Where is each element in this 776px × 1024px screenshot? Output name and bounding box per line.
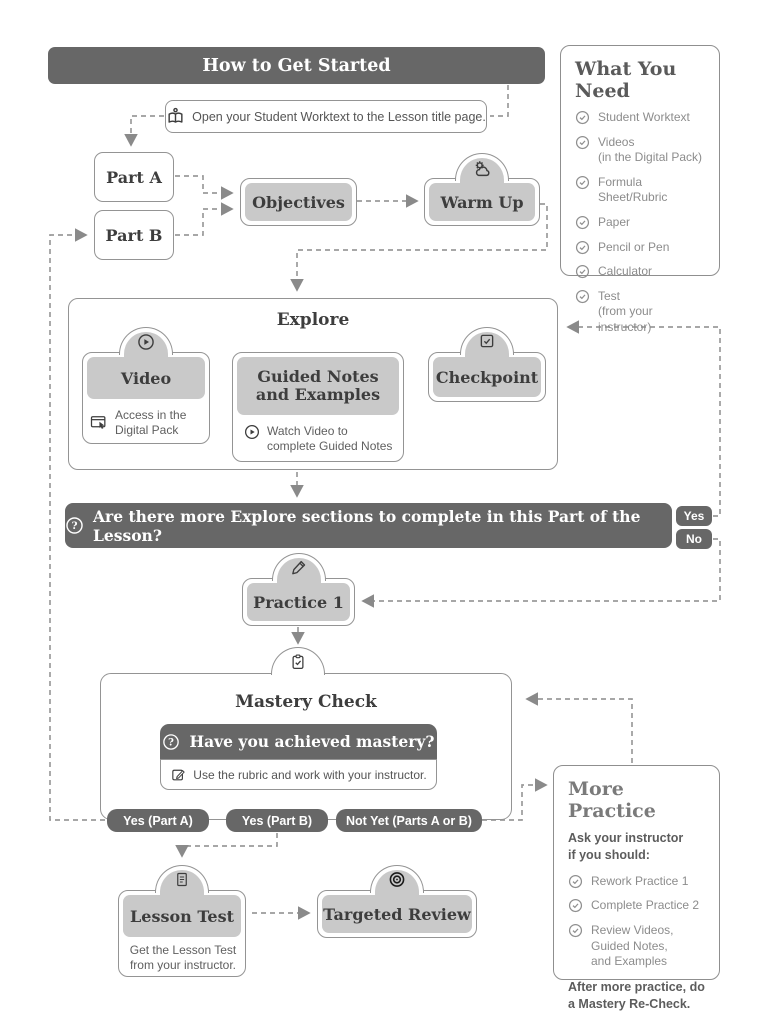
explore-question-text: Are there more Explore sections to complete in this Part of the Lesson? <box>93 506 641 545</box>
outro-line2: a Mastery Re-Check. <box>568 996 691 1011</box>
list-item <box>575 110 707 126</box>
intro-line1: Ask your instructor <box>568 831 684 845</box>
what-you-need-panel <box>560 45 720 334</box>
list-item <box>568 874 707 890</box>
svg-text:?: ? <box>168 736 175 748</box>
part-b-box <box>94 210 174 260</box>
checkbox-icon <box>478 332 496 350</box>
checkpoint-label: Checkpoint <box>435 367 539 387</box>
mastery-check-tab <box>271 647 325 675</box>
intro-line2: if you should: <box>568 847 650 862</box>
practice1-box <box>242 578 355 626</box>
document-icon <box>174 870 191 889</box>
item-label: Pencil or Pen <box>598 239 670 254</box>
practice1-label: Practice 1 <box>253 592 344 612</box>
lesson-test-note-line1: Get the Lesson Test <box>129 943 237 957</box>
more-practice-title: More Practice <box>568 778 656 822</box>
check-circle-icon <box>575 215 590 230</box>
lesson-test-note <box>125 943 241 973</box>
page-title: How to Get Started <box>202 55 391 76</box>
browser-cursor-icon <box>89 413 109 433</box>
play-circle-icon <box>136 332 156 352</box>
part-a-box <box>94 152 174 202</box>
warm-up-box <box>424 178 540 226</box>
more-practice-intro <box>568 830 707 864</box>
explore-title: Explore <box>276 310 350 330</box>
yes-part-b-pill[interactable] <box>226 809 328 832</box>
more-practice-outro <box>568 979 707 1013</box>
not-yet-label: Not Yet (Parts A or B) <box>346 813 472 828</box>
guided-notes-label-line1: Guided Notes <box>257 366 379 386</box>
check-circle-icon <box>568 923 583 938</box>
item-label: Student Worktext <box>598 110 690 124</box>
more-practice-panel <box>553 765 720 1011</box>
objectives-box <box>240 178 357 226</box>
yes-part-b-label: Yes (Part B) <box>241 813 313 828</box>
part-a-label: Part A <box>106 167 162 187</box>
item-label: Rework Practice 1 <box>591 873 689 888</box>
list-item <box>575 135 707 166</box>
question-circle-icon <box>65 516 84 535</box>
lesson-test-unit <box>118 890 246 977</box>
clipboard-check-icon <box>289 652 307 672</box>
targeted-review-tab <box>370 865 424 893</box>
connector-title-to-worktext <box>490 85 508 116</box>
yes-part-a-pill[interactable] <box>107 809 209 832</box>
connector-yes-part-b-to-lesson-test <box>182 833 277 856</box>
check-circle-icon <box>575 175 590 190</box>
warm-up-tab <box>455 153 509 181</box>
svg-text:?: ? <box>71 520 78 533</box>
outro-line1: After more practice, do <box>568 979 705 994</box>
connector-more-practice-to-mastery <box>527 699 632 763</box>
connector-worktext-to-part-a <box>131 116 164 145</box>
explore-question-bar <box>65 503 672 548</box>
check-circle-icon <box>575 289 590 304</box>
checkpoint-box <box>428 352 546 402</box>
what-you-need-title: What You Need <box>575 58 677 102</box>
list-item <box>575 264 707 280</box>
video-unit <box>82 352 210 444</box>
connector-yes-to-explore <box>568 327 720 516</box>
item-label: Review Videos, <box>591 922 674 937</box>
no-pill[interactable] <box>676 529 712 549</box>
pencil-icon <box>289 558 308 577</box>
title-bar <box>48 47 545 84</box>
lesson-test-tab <box>155 865 209 893</box>
mastery-note-box <box>160 759 437 790</box>
list-item <box>575 289 707 336</box>
mastery-question-bar <box>160 724 437 759</box>
guided-notes-note <box>243 421 399 457</box>
bullseye-icon <box>388 870 407 889</box>
mastery-question-text: Have you achieved mastery? <box>189 732 435 751</box>
yes-pill[interactable] <box>676 506 712 526</box>
targeted-review-label: Targeted Review <box>323 904 471 924</box>
mastery-note-text: Use the rubric and work with your instructor. <box>193 767 427 782</box>
guided-note-line2: complete Guided Notes <box>267 439 393 453</box>
worktext-note-text: Open your Student Worktext to the Lesson title page. <box>192 109 486 124</box>
guided-notes-unit <box>232 352 404 462</box>
item-sublabel: (from your instructor) <box>598 304 653 334</box>
video-label: Video <box>120 368 172 388</box>
item-label: Complete Practice 2 <box>591 898 700 913</box>
targeted-review-box <box>317 890 477 938</box>
yes-part-a-label: Yes (Part A) <box>123 813 193 828</box>
warm-up-label: Warm Up <box>440 192 524 212</box>
connector-part-b-to-objectives <box>175 209 232 235</box>
connector-part-a-to-objectives <box>175 176 232 193</box>
not-yet-pill[interactable] <box>336 809 482 832</box>
check-circle-icon <box>568 874 583 889</box>
yes-pill-label: Yes <box>683 509 705 523</box>
video-note <box>89 405 205 441</box>
item-label: Calculator <box>598 264 653 279</box>
guided-note-line1: Watch Video to <box>267 424 348 438</box>
mastery-check-title: Mastery Check <box>235 692 377 712</box>
lesson-test-label: Lesson Test <box>130 906 234 926</box>
list-item <box>575 240 707 256</box>
connector-no-to-practice1 <box>363 539 720 601</box>
check-circle-icon <box>575 240 590 255</box>
check-circle-icon <box>568 898 583 913</box>
guided-notes-label-line2: and Examples <box>255 385 381 404</box>
item-label: Videos <box>598 134 635 149</box>
lesson-test-note-line2: from your instructor. <box>129 958 236 972</box>
question-circle-icon <box>162 733 180 751</box>
list-item <box>575 175 707 206</box>
worktext-note-box <box>165 100 487 133</box>
list-item <box>575 215 707 231</box>
check-circle-icon <box>575 135 590 150</box>
check-circle-icon <box>575 110 590 125</box>
no-pill-label: No <box>686 532 702 546</box>
practice1-tab <box>272 553 326 581</box>
part-b-label: Part B <box>105 225 163 245</box>
open-book-icon <box>166 107 185 126</box>
list-item <box>568 898 707 914</box>
item-label: Paper <box>598 214 631 229</box>
item-sublabel: (in the Digital Pack) <box>598 150 703 165</box>
check-circle-icon <box>575 264 590 279</box>
sun-cloud-icon <box>470 158 494 180</box>
list-item: Review Videos, Guided Notes, and Examples <box>568 923 707 970</box>
item-label: Test <box>598 288 621 303</box>
item-label: Formula Sheet/Rubric <box>598 174 668 205</box>
video-note-line2: Digital Pack <box>115 423 179 437</box>
edit-square-icon <box>170 766 187 783</box>
objectives-label: Objectives <box>252 192 345 212</box>
video-note-line1: Access in the <box>115 408 187 422</box>
play-circle-icon <box>243 423 261 441</box>
